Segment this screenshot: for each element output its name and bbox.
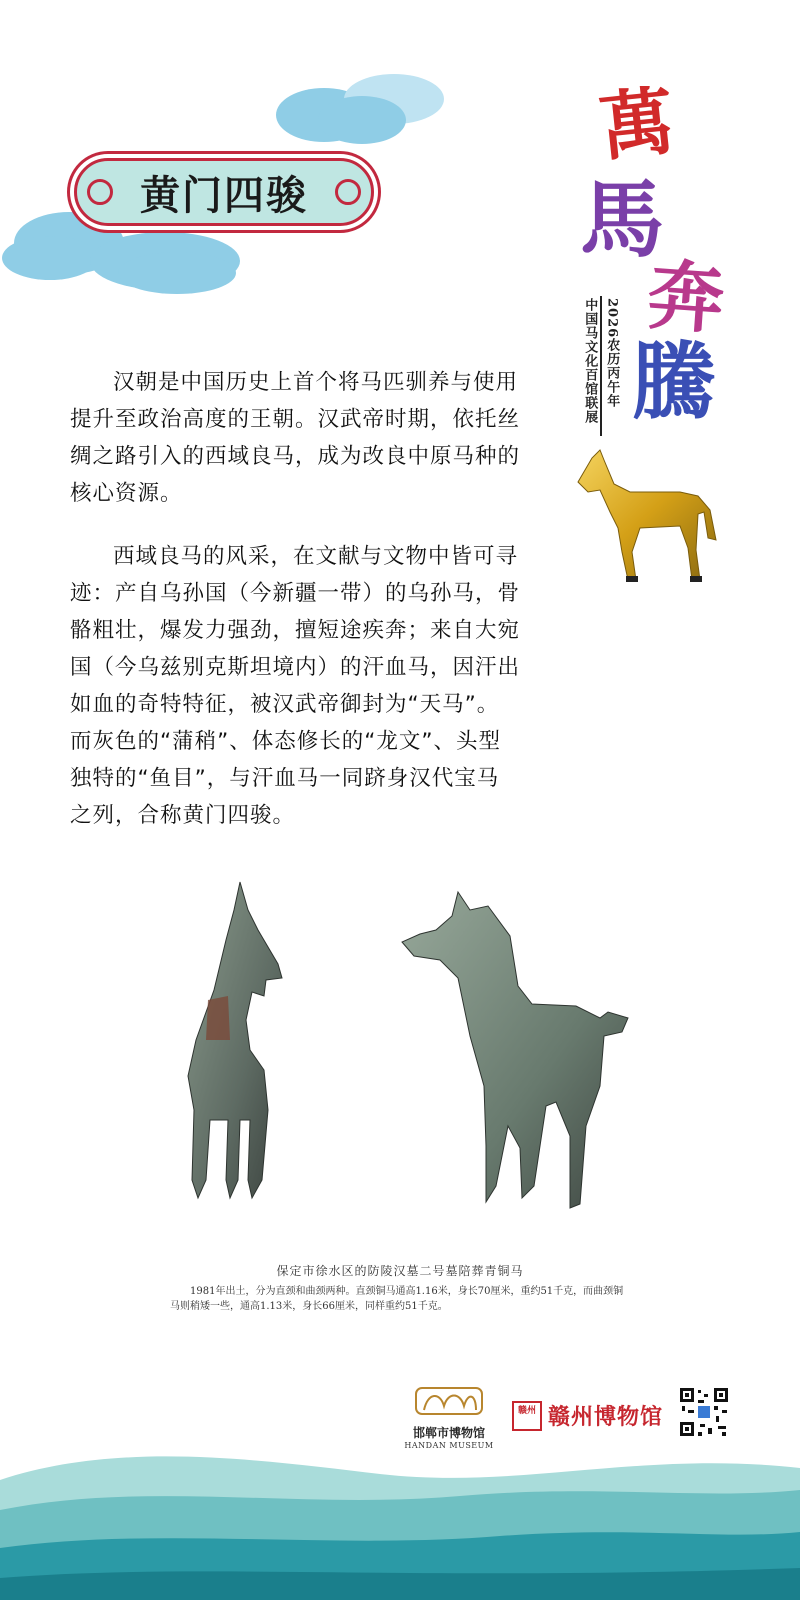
title-banner	[74, 158, 374, 226]
bronze-horse-front-image	[168, 880, 288, 1210]
qr-code-icon	[678, 1386, 730, 1438]
exhibition-subtitle-name: 中国马文化百馆联展	[582, 298, 598, 424]
bronze-horse-side-image	[400, 886, 632, 1216]
exhibition-logo-char: 奔	[645, 250, 728, 345]
partner-seal: 赣州	[512, 1401, 542, 1431]
partner-museum-name: 赣州博物馆	[548, 1404, 664, 1430]
exhibition-subtitle-year: 2026农历丙午年	[604, 298, 620, 409]
artifact-caption-title: 保定市徐水区的防陵汉墓二号墓陪葬青铜马	[276, 1264, 524, 1278]
article-paragraph: 汉朝是中国历史上首个将马匹驯养与使用提升至政治高度的王朝。汉武帝时期，依托丝绸之路引入的西域良马，成为改良中原马种的核心资源。	[70, 370, 521, 506]
partner-museum-logo	[512, 1400, 663, 1431]
museum-name: 邯郸市博物馆	[412, 1426, 485, 1440]
exhibition-logo-char: 馬	[580, 170, 665, 269]
museum-name-en: HANDAN MUSEUM	[404, 1441, 494, 1450]
exhibition-logo-char: 萬	[595, 78, 679, 172]
exhibition-logo-char: 騰	[632, 332, 717, 431]
banner-ornament-left	[87, 179, 113, 205]
wave-decoration	[0, 1440, 800, 1600]
subtitle-divider	[600, 296, 602, 436]
article-paragraph: 西域良马的风采，在文献与文物中皆可寻迹：产自乌孙国（今新疆一带）的乌孙马，骨骼粗壮，爆发力强劲，擅短途疾奔；来自大宛国（今乌兹别克斯坦境内）的汗血马，因汗出如血的奇特特征，被汉武帝御封为“天马”。而灰色的“蒲稍”、体态修长的“龙文”、头型独特的“鱼目”，与汗血马一同跻身汉代宝马之列，合称黄门四骏。	[70, 544, 521, 828]
banner-ornament-right	[335, 179, 361, 205]
artifact-caption-body: 1981年出土，分为直颈和曲颈两种。直颈铜马通高1.16米，身长70厘米，重约51千克，而曲颈铜马则稍矮一些，通高1.13米，身长66厘米，同样重约51千克。	[170, 1286, 624, 1312]
museum-emblem-icon	[414, 1384, 484, 1418]
golden-horse-image	[570, 440, 720, 590]
page-title: 黄门四骏	[140, 172, 308, 219]
